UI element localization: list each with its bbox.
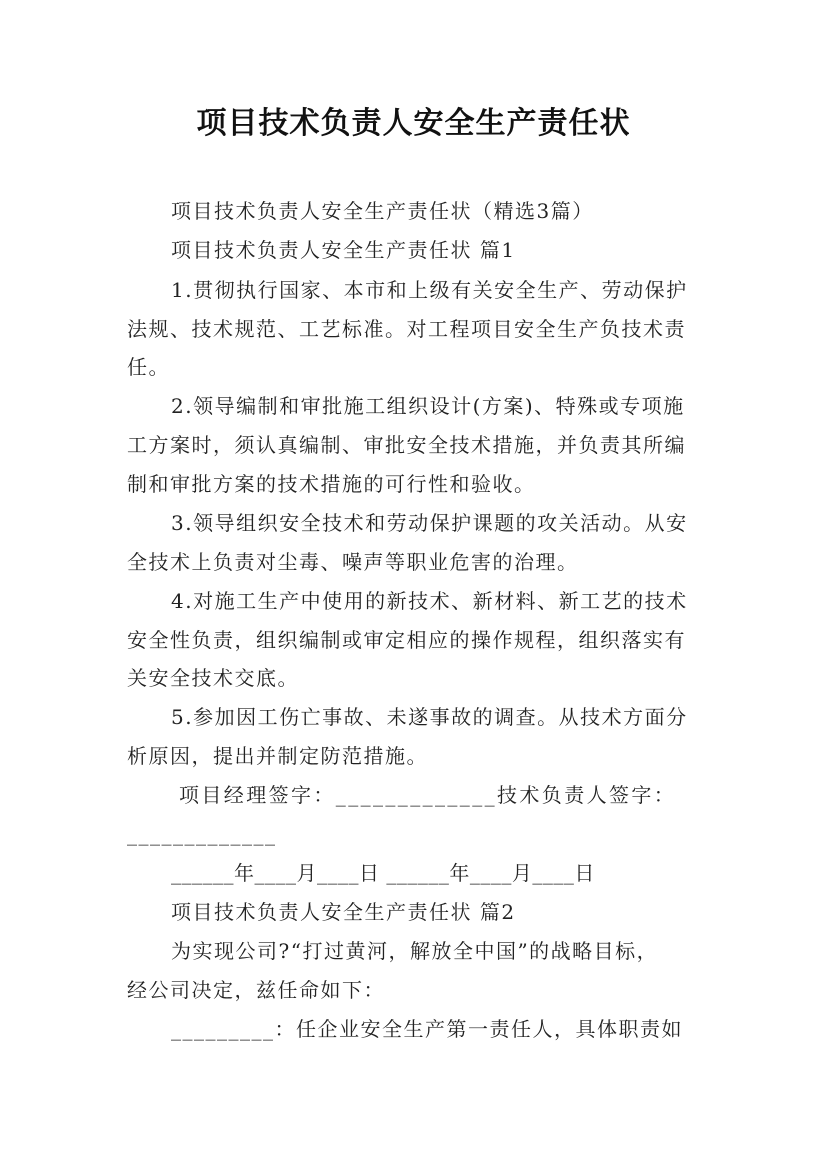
paragraph-line: 析原因，提出并制定防范措施。 <box>127 744 428 768</box>
date-line: ______年____月____日 ______年____月____日 <box>171 861 595 885</box>
paragraph-line: 工方案时，须认真编制、审批安全技术措施，并负责其所编 <box>127 433 686 457</box>
paragraph-line: 4.对施工生产中使用的新技术、新材料、新工艺的技术 <box>171 589 688 613</box>
paragraph-line: 制和审批方案的技术措施的可行性和验收。 <box>127 472 536 496</box>
document-title: 项目技术负责人安全生产责任状 <box>196 106 631 141</box>
paragraph-line: 关安全技术交底。 <box>127 666 299 690</box>
paragraph-line: 全技术上负责对尘毒、噪声等职业危害的治理。 <box>127 550 579 574</box>
paragraph-line: 2.领导编制和审批施工组织设计(方案)、特殊或专项施 <box>171 394 685 418</box>
paragraph-line: 经公司决定，兹任命如下： <box>127 978 385 1002</box>
paragraph-line: 任。 <box>127 355 170 379</box>
paragraph-line: 3.领导组织安全技术和劳动保护课题的攻关活动。从安 <box>171 511 688 535</box>
intro-line: 项目技术负责人安全生产责任状（精选3篇） <box>171 199 594 223</box>
section-heading-1: 项目技术负责人安全生产责任状 篇1 <box>171 238 516 262</box>
signature-blank: _____________ <box>127 822 277 846</box>
signature-line: 项目经理签字：_____________技术负责人签字： <box>179 783 677 807</box>
paragraph-line: 1.贯彻执行国家、本市和上级有关安全生产、劳动保护 <box>171 278 688 302</box>
paragraph-line: 安全性负责，组织编制或审定相应的操作规程，组织落实有 <box>127 628 686 652</box>
section-heading-2: 项目技术负责人安全生产责任状 篇2 <box>171 900 516 924</box>
paragraph-line: 5.参加因工伤亡事故、未遂事故的调查。从技术方面分 <box>171 705 688 729</box>
paragraph-line: _________：任企业安全生产第一责任人，具体职责如 <box>171 1017 683 1041</box>
paragraph-line: 为实现公司?“打过黄河，解放全中国”的战略目标， <box>171 939 659 963</box>
paragraph-line: 法规、技术规范、工艺标准。对工程项目安全生产负技术责 <box>127 317 686 341</box>
